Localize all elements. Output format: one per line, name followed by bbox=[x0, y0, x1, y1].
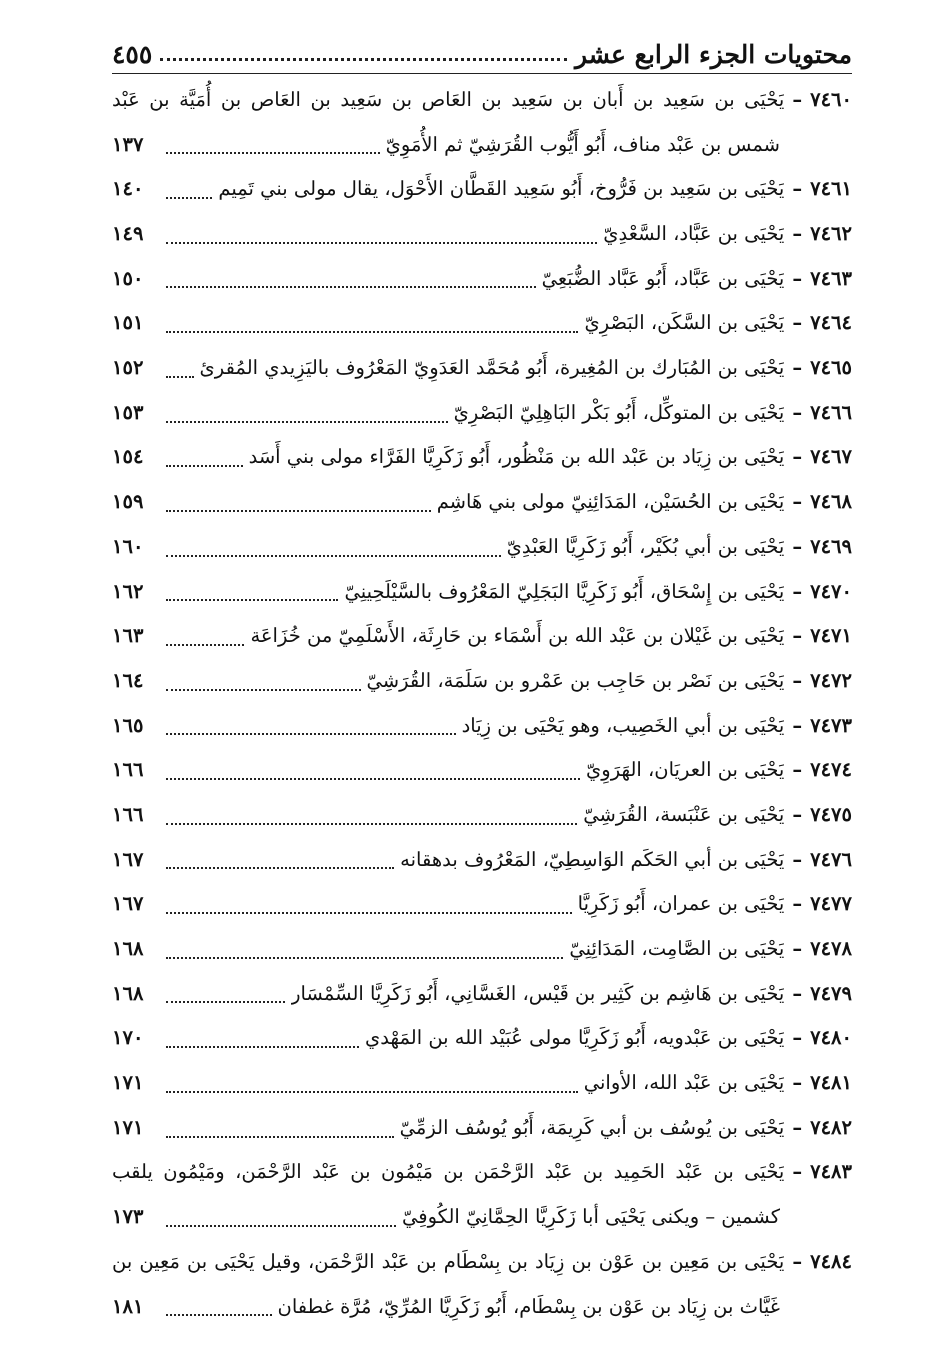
entry-dash: – bbox=[792, 981, 803, 1005]
entry-page-number: ١٦٨ bbox=[112, 937, 144, 961]
toc-entry bbox=[112, 391, 852, 436]
entry-number: ٧٤٦٦ bbox=[810, 400, 852, 424]
entry-page-number: ١٤٠ bbox=[112, 177, 144, 201]
entry-name: يَحْيَى بن عَبْد الحَمِيد بن عَبْد الرَّحْمَن بن مَيْمُون بن عَبْد الرَّحْمَن، ومَيْمُون يلقب bbox=[112, 1160, 785, 1184]
entry-dash: – bbox=[792, 713, 803, 737]
entry-name: شمس بن عَبْد مناف، أَبُو أَيُّوب القُرَشِيّ ثم الأُمَوِيّ bbox=[385, 132, 780, 156]
entry-page-number: ١٦٣ bbox=[112, 624, 144, 648]
entry-name: يَحْيَى بن زِيَاد بن عَبْد الله بن مَنْظُور، أَبُو زَكَرِيَّا الفَرَّاء مولى بني أَسَد bbox=[248, 445, 785, 469]
entry-number: ٧٤٧٢ bbox=[810, 668, 852, 692]
leader-dots bbox=[166, 599, 338, 601]
entry-dash: – bbox=[792, 1249, 803, 1273]
toc-entry bbox=[112, 525, 852, 570]
entry-name: يَحْيَى بن أبي الخَصِيب، وهو يَحْيَى بن زِيَاد bbox=[461, 713, 785, 737]
entry-page-number: ١٦٦ bbox=[112, 802, 144, 826]
toc-entry bbox=[112, 78, 852, 123]
leader-dots bbox=[166, 1225, 396, 1227]
leader-dots bbox=[166, 555, 501, 557]
entry-name: يَحْيَى بن عَنْبَسة، القُرَشِيّ bbox=[583, 802, 785, 826]
entry-number: ٧٤٧٩ bbox=[810, 981, 852, 1005]
entry-number: ٧٤٧٤ bbox=[810, 758, 852, 782]
toc-entry bbox=[112, 1285, 852, 1330]
entry-page-number: ١٦٠ bbox=[112, 534, 144, 558]
toc-entry bbox=[112, 704, 852, 749]
leader-dots bbox=[166, 376, 194, 378]
entry-page-number: ١٥٣ bbox=[112, 400, 144, 424]
leader-dots bbox=[166, 644, 244, 646]
leader-dots bbox=[166, 689, 361, 691]
entry-dash: – bbox=[792, 802, 803, 826]
entry-dash: – bbox=[792, 668, 803, 692]
entry-page-number: ١٧٣ bbox=[112, 1205, 144, 1229]
entry-number: ٧٤٧٨ bbox=[810, 937, 852, 961]
toc-entry bbox=[112, 301, 852, 346]
leader-dots bbox=[166, 421, 448, 423]
entry-dash: – bbox=[792, 1026, 803, 1050]
entry-page-number: ١٦٨ bbox=[112, 981, 144, 1005]
entry-number: ٧٤٦٤ bbox=[810, 311, 852, 335]
entry-dash: – bbox=[792, 1160, 803, 1184]
entry-dash: – bbox=[792, 758, 803, 782]
entry-name: يَحْيَى بن المُبَارك بن المُغِيرة، أَبُو مُحَمَّد العَدَوِيّ المَعْرُوف باليَزِيدي المُقرئ bbox=[199, 356, 785, 380]
entry-name: يَحْيَى بن سَعِيد بن فَرُّوخ، أَبُو سَعِيد القَطَّان الأَحْوَل، يقال مولى بني تَمِيم bbox=[218, 177, 785, 201]
toc-entry bbox=[112, 257, 852, 302]
entry-name: يَحْيَى بن عَبَّاد، السَّعْدِيّ bbox=[603, 222, 785, 246]
entry-name: يَحْيَى بن عَبْد الله، الأواني bbox=[583, 1071, 785, 1095]
entry-name: يَحْيَى بن العريَان، الهَرَوِيّ bbox=[586, 758, 785, 782]
toc-entry bbox=[112, 972, 852, 1017]
entry-page-number: ١٧١ bbox=[112, 1115, 144, 1139]
entry-name: يَحْيَى بن الصَّامِت، المَدَائِنِيّ bbox=[569, 937, 785, 961]
entry-name: يَحْيَى بن عمران، أَبُو زَكَرِيَّا bbox=[577, 892, 785, 916]
toc-entry bbox=[112, 793, 852, 838]
toc-entry bbox=[112, 570, 852, 615]
toc-entry bbox=[112, 123, 852, 168]
entry-dash: – bbox=[792, 892, 803, 916]
entry-name: يَحْيَى بن أبي بُكَيْر، أَبُو زَكَرِيَّا العَبْدِيّ bbox=[506, 534, 785, 558]
entry-page-number: ١٦٤ bbox=[112, 668, 144, 692]
entry-number: ٧٤٨٢ bbox=[810, 1115, 852, 1139]
toc-entry bbox=[112, 659, 852, 704]
entry-name: يَحْيَى بن غَيْلان بن عَبْد الله بن أَسْمَاء بن حَارِثَة، الأَسْلَمِيّ من خُزَاعَة bbox=[250, 624, 785, 648]
entry-number: ٧٤٧٧ bbox=[810, 892, 852, 916]
toc-entry bbox=[112, 1016, 852, 1061]
entry-page-number: ١٦٢ bbox=[112, 579, 144, 603]
entry-dash: – bbox=[792, 356, 803, 380]
entry-number: ٧٤٨٣ bbox=[810, 1160, 852, 1184]
leader-dots bbox=[166, 733, 456, 735]
toc-entry bbox=[112, 436, 852, 481]
entry-number: ٧٤٧٣ bbox=[810, 713, 852, 737]
leader-dots bbox=[166, 912, 572, 914]
leader-dots bbox=[166, 867, 394, 869]
entry-number: ٧٤٦٣ bbox=[810, 266, 852, 290]
toc-entry bbox=[112, 1061, 852, 1106]
entry-name: يَحْيَى بن أبي الحَكَم الوَاسِطِيّ، المَعْرُوف بدهقانه bbox=[400, 847, 785, 871]
toc-entry bbox=[112, 614, 852, 659]
leader-dots bbox=[166, 1001, 285, 1003]
leader-dots bbox=[166, 510, 431, 512]
entry-page-number: ١٧١ bbox=[112, 1071, 144, 1095]
toc-entry bbox=[112, 748, 852, 793]
entry-page-number: ١٣٧ bbox=[112, 132, 144, 156]
leader-dots bbox=[166, 331, 578, 333]
toc-entry bbox=[112, 838, 852, 883]
entry-number: ٧٤٦٩ bbox=[810, 534, 852, 558]
toc-entry bbox=[112, 1106, 852, 1151]
entry-dash: – bbox=[792, 624, 803, 648]
entry-name: يَحْيَى بن السَّكَن، البَصْرِيّ bbox=[584, 311, 785, 335]
entry-name: يَحْيَى بن إِسْحَاق، أَبُو زَكَرِيَّا البَجَلِيّ المَعْرُوف بالسَّيْلَحِينِيّ bbox=[344, 579, 785, 603]
entry-name: كشمين – ويكنى يَحْيَى أبا زَكَرِيَّا الحِمَّانِيّ الكُوفِيّ bbox=[402, 1205, 780, 1229]
entry-name: يَحْيَى بن نَصْر بن حَاجِب بن عَمْرو بن سَلَمَة، القُرَشِيّ bbox=[366, 668, 785, 692]
leader-dots bbox=[166, 197, 212, 199]
entry-page-number: ١٥٤ bbox=[112, 445, 144, 469]
leader-dots bbox=[166, 823, 577, 825]
entry-name: يَحْيَى بن عَبْدويه، أَبُو زَكَرِيَّا مولى عُبَيْد الله بن المَهْدي bbox=[365, 1026, 785, 1050]
entry-dash: – bbox=[792, 311, 803, 335]
leader-dots bbox=[166, 1314, 272, 1316]
entry-dash: – bbox=[792, 87, 803, 111]
entry-dash: – bbox=[792, 177, 803, 201]
entry-dash: – bbox=[792, 579, 803, 603]
toc-entry bbox=[112, 346, 852, 391]
leader-dots bbox=[166, 1091, 578, 1093]
toc-entry bbox=[112, 882, 852, 927]
entry-number: ٧٤٦٠ bbox=[810, 87, 852, 111]
entry-dash: – bbox=[792, 534, 803, 558]
entry-number: ٧٤٦٢ bbox=[810, 222, 852, 246]
entry-name: يَحْيَى بن سَعِيد بن أَبان بن سَعِيد بن العَاص بن سَعِيد بن العَاص بن أُمَيَّة بن عَبْد bbox=[112, 87, 785, 111]
entry-number: ٧٤٧٠ bbox=[810, 579, 852, 603]
entry-dash: – bbox=[792, 1115, 803, 1139]
leader-dots bbox=[166, 286, 536, 288]
toc-page bbox=[112, 30, 852, 1329]
entry-page-number: ١٥١ bbox=[112, 311, 144, 335]
entry-name: يَحْيَى بن يُوسُف بن أبي كَرِيمَة، أَبُو يُوسُف الزمِّيّ bbox=[399, 1115, 785, 1139]
entry-name: يَحْيَى بن عَبَّاد، أَبُو عَبَّاد الضُّبَعِيّ bbox=[541, 266, 785, 290]
toc-entry bbox=[112, 927, 852, 972]
entry-number: ٧٤٧٥ bbox=[810, 802, 852, 826]
page-number: ٤٥٥ bbox=[112, 40, 153, 69]
leader-dots bbox=[166, 957, 563, 959]
entry-number: ٧٤٦٨ bbox=[810, 490, 852, 514]
entry-page-number: ١٤٩ bbox=[112, 222, 144, 246]
toc-entry bbox=[112, 1240, 852, 1285]
entry-number: ٧٤٦٥ bbox=[810, 356, 852, 380]
entry-dash: – bbox=[792, 266, 803, 290]
entry-page-number: ١٥٢ bbox=[112, 356, 144, 380]
entry-page-number: ١٨١ bbox=[112, 1294, 144, 1318]
page-header bbox=[112, 30, 852, 74]
entry-name: يَحْيَى بن هَاشِم بن كَثِير بن قَيْس، الغَسَّانِي، أَبُو زَكَرِيَّا السِّمْسَار bbox=[291, 981, 785, 1005]
entry-name: يَحْيَى بن المتوكِّل، أَبُو بَكْر البَاهِلِيّ البَصْرِيّ bbox=[453, 400, 785, 424]
entry-number: ٧٤٦٧ bbox=[810, 445, 852, 469]
entry-page-number: ١٥٠ bbox=[112, 266, 144, 290]
entry-number: ٧٤٧١ bbox=[810, 624, 852, 648]
toc-entries bbox=[112, 78, 852, 1329]
leader-dots bbox=[166, 465, 243, 467]
entry-page-number: ١٦٦ bbox=[112, 758, 144, 782]
entry-dash: – bbox=[792, 222, 803, 246]
entry-number: ٧٤٨١ bbox=[810, 1071, 852, 1095]
entry-dash: – bbox=[792, 1071, 803, 1095]
entry-page-number: ١٧٠ bbox=[112, 1026, 144, 1050]
entry-name: يَحْيَى بن الحُسَيْن، المَدَائِنِيّ مولى بني هَاشِم bbox=[436, 490, 785, 514]
toc-entry bbox=[112, 167, 852, 212]
toc-entry bbox=[112, 1195, 852, 1240]
entry-number: ٧٤٨٠ bbox=[810, 1026, 852, 1050]
entry-page-number: ١٦٥ bbox=[112, 713, 144, 737]
leader-dots bbox=[166, 152, 380, 154]
leader-dots bbox=[166, 1136, 394, 1138]
entry-dash: – bbox=[792, 445, 803, 469]
entry-page-number: ١٦٧ bbox=[112, 847, 144, 871]
entry-dash: – bbox=[792, 400, 803, 424]
leader-dots bbox=[166, 778, 580, 780]
entry-number: ٧٤٦١ bbox=[810, 177, 852, 201]
toc-entry bbox=[112, 1151, 852, 1196]
entry-name: غَيَّاث بن زِيَاد بن عَوْن بن بِسْطَام، أَبُو زَكَرِيَّا المُرِّيّ، مُرَّة غطفان bbox=[277, 1294, 780, 1318]
entry-number: ٧٤٨٤ bbox=[810, 1249, 852, 1273]
entry-number: ٧٤٧٦ bbox=[810, 847, 852, 871]
toc-entry bbox=[112, 212, 852, 257]
entry-dash: – bbox=[792, 937, 803, 961]
leader-dots bbox=[166, 1046, 359, 1048]
page-title: محتويات الجزء الرابع عشر bbox=[574, 40, 852, 69]
entry-name: يَحْيَى بن مَعِين بن عَوْن بن زِيَاد بن بِسْطَام بن عَبْد الرَّحْمَن، وقيل يَحْيَى بن مَعِين بن bbox=[112, 1249, 785, 1273]
toc-entry bbox=[112, 480, 852, 525]
entry-page-number: ١٦٧ bbox=[112, 892, 144, 916]
entry-page-number: ١٥٩ bbox=[112, 490, 144, 514]
leader-dots bbox=[166, 242, 597, 244]
entry-dash: – bbox=[792, 490, 803, 514]
header-leader-dots bbox=[160, 58, 567, 61]
entry-dash: – bbox=[792, 847, 803, 871]
